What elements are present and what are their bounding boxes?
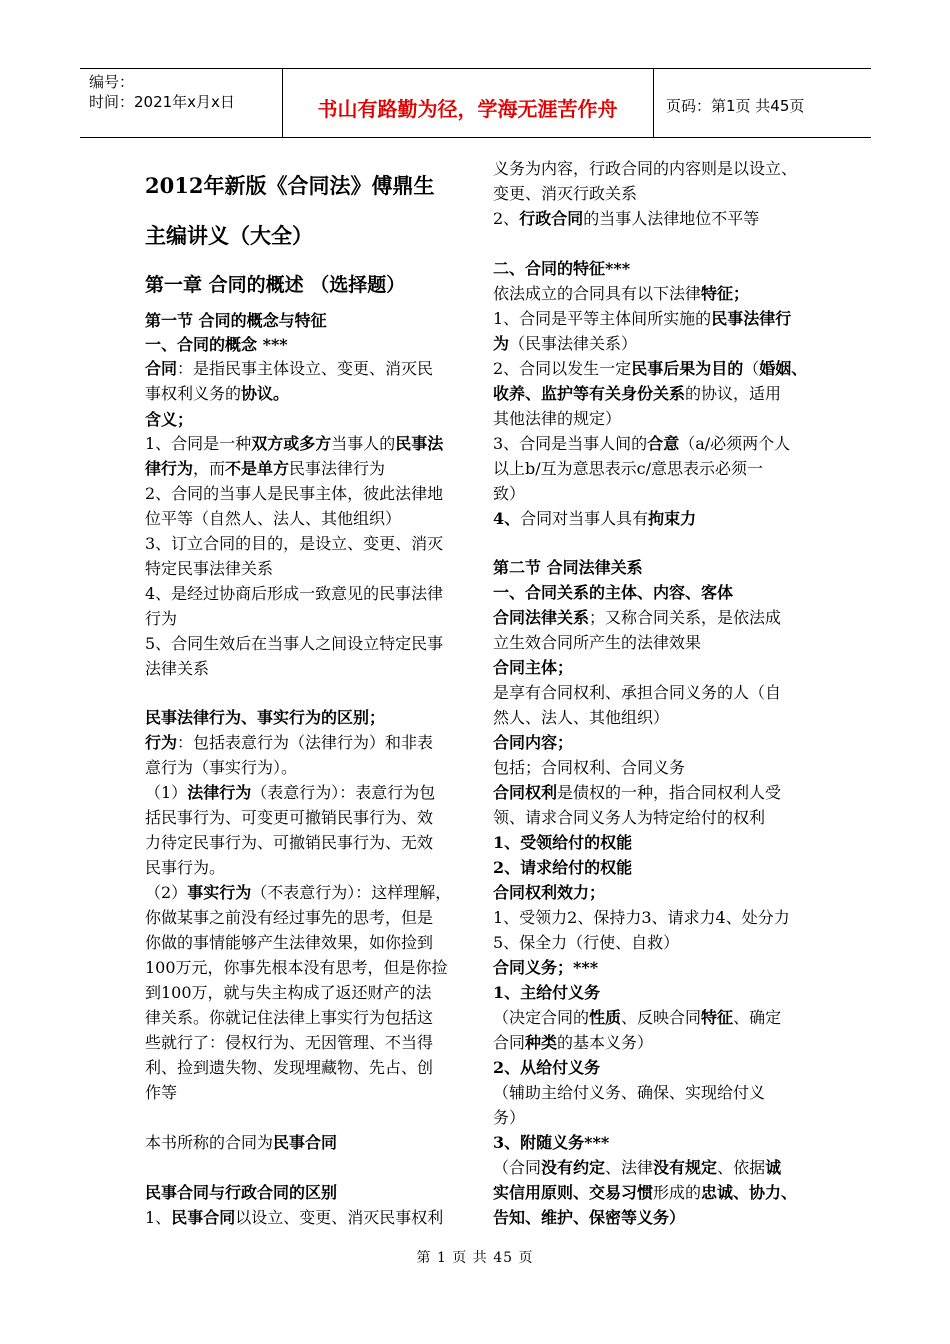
text-line — [493, 459, 763, 479]
text-run: 合同 — [493, 1033, 526, 1052]
text-run: 以上b/互为意思表示c/意思表示必须一 — [493, 459, 763, 478]
text-line — [493, 184, 637, 204]
text-run: 其他法律的规定） — [493, 409, 622, 428]
text-line — [145, 908, 433, 928]
text-line — [145, 708, 385, 728]
text-line — [145, 733, 433, 753]
text-run: （ — [743, 359, 760, 378]
text-line — [145, 559, 273, 579]
text-line — [493, 309, 791, 329]
text-line — [145, 172, 434, 200]
text-line — [145, 659, 209, 679]
text-line — [493, 908, 790, 928]
text-run: 协议。 — [241, 384, 290, 403]
text-run: 律关系。你就记住法律上事实行为包括这 — [145, 1008, 434, 1027]
text-run: 些就行了：侵权行为、无因管理、不当得 — [145, 1033, 434, 1052]
text-run: 作等 — [145, 1083, 178, 1102]
left-column — [145, 0, 475, 1240]
text-run: 的基本义务） — [557, 1033, 654, 1052]
text-run: 一、合同的概念 *** — [145, 335, 288, 354]
text-run: 事权利义务的 — [145, 384, 242, 403]
text-line — [145, 509, 401, 529]
text-run: ：是指民事主体设立、变更、消灭民 — [177, 359, 434, 378]
text-run: 民事法 — [395, 434, 444, 453]
text-run: 义务为内容，行政合同的内容则是以设立、 — [493, 159, 798, 178]
text-run: 行为 — [145, 733, 178, 752]
text-run: （辅助主给付义务、确保、实现给付义 — [493, 1083, 766, 1102]
text-run: 1、合同是一种 — [145, 434, 252, 453]
text-run: 没有规定 — [653, 1158, 718, 1177]
document-number-label: 编号： — [89, 73, 135, 91]
text-run: 合同义务；*** — [493, 958, 599, 977]
text-run: 第二节 合同法律关系 — [493, 558, 643, 577]
text-run: 第一章 合同的概述 （选择题） — [145, 274, 406, 296]
text-line — [493, 858, 632, 878]
text-line — [145, 311, 327, 331]
text-run: 行政合同 — [519, 209, 584, 228]
text-run: 1、合同是平等主体间所实施的 — [493, 309, 712, 328]
page-info: 页码：第1页 共45页 — [666, 97, 805, 115]
text-run: 1、受领力2、保持力3、请求力4、处分力 — [493, 908, 790, 927]
text-run: 2、合同以发生一定 — [493, 359, 632, 378]
text-run: （合同 — [493, 1158, 542, 1177]
text-line — [493, 509, 696, 529]
text-line — [493, 708, 669, 728]
text-line — [493, 1208, 685, 1228]
text-line — [145, 335, 288, 355]
text-line — [145, 434, 443, 454]
text-line — [493, 1158, 781, 1178]
text-run: ，而 — [193, 459, 226, 478]
text-line — [145, 534, 443, 554]
text-line — [145, 758, 297, 778]
text-run: 告知、维护、保密等义务） — [493, 1208, 686, 1227]
text-run: ；又称合同关系，是依法成 — [589, 608, 782, 627]
text-run: 合同权利 — [493, 783, 558, 802]
text-run: 5、保全力（行使、自救） — [493, 933, 680, 952]
text-run: 特征 — [701, 1008, 734, 1027]
text-run: 特征； — [701, 284, 750, 303]
text-line — [493, 1183, 797, 1203]
text-run: 依法成立的合同具有以下法律 — [493, 284, 702, 303]
text-run: 3、订立合同的目的，是设立、变更、消灭 — [145, 534, 444, 553]
text-run: 100万元，你事先根本没有思考，但是你捡 — [145, 958, 448, 977]
text-run: （不表意行为）：这样理解， — [251, 883, 452, 902]
text-line — [493, 833, 632, 853]
text-line — [493, 159, 797, 179]
text-run: 领、请求合同义务人为特定给付的权利 — [493, 808, 766, 827]
text-run: 事实行为 — [187, 883, 252, 902]
text-run: 民事法律行为、事实行为的区别； — [145, 708, 386, 727]
text-run: （决定合同的 — [493, 1008, 590, 1027]
text-run: 合同权利效力； — [493, 883, 606, 902]
text-run: 2、请求给付的权能 — [493, 858, 633, 877]
text-line — [145, 883, 451, 903]
text-line — [493, 733, 573, 753]
text-line — [493, 359, 807, 379]
text-run: 法律行为 — [187, 783, 252, 802]
text-run: 然人、法人、其他组织） — [493, 708, 670, 727]
text-line — [493, 958, 598, 978]
text-line — [493, 633, 701, 653]
text-run: 的当事人法律地位不平等 — [583, 209, 760, 228]
text-run: 实信用原则、交易习惯 — [493, 1183, 654, 1202]
text-run: 1、受领给付的权能 — [493, 833, 633, 852]
text-run: 收养、监护等有关身份关系 — [493, 384, 686, 403]
text-run: 法律关系 — [145, 659, 210, 678]
text-line — [493, 658, 573, 678]
text-line — [493, 683, 781, 703]
text-line — [145, 1133, 337, 1153]
text-run: 位平等（自然人、法人、其他组织） — [145, 509, 402, 528]
text-run: 1、 — [145, 1208, 172, 1227]
text-line — [493, 409, 621, 429]
text-run: 力待定民事行为、可撤销民事行为、无效 — [145, 833, 434, 852]
text-run: 合同内容； — [493, 733, 574, 752]
text-line — [145, 1033, 433, 1053]
text-run: 含义； — [145, 410, 194, 429]
text-run: 到100万，就与失主构成了返还财产的法 — [145, 983, 432, 1002]
text-line — [145, 783, 435, 803]
text-line — [493, 1033, 653, 1053]
text-run: 务） — [493, 1108, 526, 1127]
text-run: 、法律 — [605, 1158, 654, 1177]
text-run: 2、合同的当事人是民事主体，彼此法律地 — [145, 484, 444, 503]
text-run: 包括；合同权利、合同义务 — [493, 758, 686, 777]
text-run: 括民事行为、可变更可撤销民事行为、效 — [145, 808, 434, 827]
text-run: 民事法律行 — [711, 309, 792, 328]
text-line — [493, 1133, 609, 1153]
text-line — [493, 1058, 600, 1078]
text-run: 合同对当事人具有 — [520, 509, 649, 528]
text-run: 主编讲义（大全） — [145, 223, 313, 248]
text-line — [493, 259, 630, 279]
text-line — [493, 484, 525, 504]
text-line — [145, 1008, 433, 1028]
text-run: 行为 — [145, 609, 178, 628]
text-run: 致） — [493, 484, 526, 503]
text-line — [145, 584, 443, 604]
text-run: 合同 — [145, 359, 178, 378]
text-run: 合同法律关系 — [493, 608, 590, 627]
text-run: 性质 — [589, 1008, 622, 1027]
text-run: 种类 — [525, 1033, 558, 1052]
text-run: 4、 — [493, 509, 521, 528]
text-line — [493, 284, 749, 304]
text-line — [145, 1183, 337, 1203]
text-run: 3、附随义务*** — [493, 1133, 610, 1152]
text-run: 双方或多方 — [251, 434, 332, 453]
text-line — [493, 209, 759, 229]
text-run: 二、合同的特征*** — [493, 259, 631, 278]
text-line — [145, 933, 433, 953]
text-run: 2、 — [493, 209, 520, 228]
text-run: 忠诚、协力、 — [701, 1183, 798, 1202]
text-line — [493, 583, 733, 603]
page-footer: 第 1 页 共 45 页 — [416, 1250, 534, 1266]
text-run: 不是单方 — [225, 459, 290, 478]
text-line — [145, 459, 385, 479]
right-column — [493, 0, 823, 1240]
text-run: 利、捡到遗失物、发现埋藏物、先占、创 — [145, 1058, 434, 1077]
text-line — [145, 609, 177, 629]
text-run: 2012年新版《合同法》傅鼎生 — [145, 173, 435, 198]
text-line — [493, 983, 600, 1003]
text-run: 你做的事情能够产生法律效果，如你捡到 — [145, 933, 434, 952]
text-run: 拘束力 — [648, 509, 697, 528]
text-line — [493, 808, 765, 828]
text-line — [493, 783, 781, 803]
text-line — [145, 1083, 177, 1103]
text-run: 民事合同 — [171, 1208, 236, 1227]
text-run: 民事后果为目的 — [631, 359, 744, 378]
text-run: 是债权的一种，指合同权利人受 — [557, 783, 782, 802]
text-line — [493, 558, 643, 578]
text-run: 5、合同生效后在当事人之间设立特定民事 — [145, 634, 444, 653]
text-line — [145, 634, 443, 654]
text-line — [145, 808, 433, 828]
text-run: ：包括表意行为（法律行为）和非表 — [177, 733, 434, 752]
text-run: 民事合同与行政合同的区别 — [145, 1183, 338, 1202]
text-run: 意行为（事实行为）。 — [145, 758, 298, 777]
text-line — [493, 384, 781, 404]
text-run: 民事合同 — [273, 1133, 338, 1152]
text-run: （a/必须两个人 — [679, 434, 791, 453]
text-run: 婚姻、 — [759, 359, 808, 378]
text-line — [145, 858, 225, 878]
text-run: 合同主体； — [493, 658, 574, 677]
text-line — [145, 1058, 433, 1078]
text-line — [493, 883, 605, 903]
text-line — [145, 484, 443, 504]
text-line — [145, 833, 433, 853]
text-run: 本书所称的合同为 — [145, 1133, 274, 1152]
text-run: 民事行为。 — [145, 858, 226, 877]
text-run: 第一节 合同的概念与特征 — [145, 311, 327, 330]
document-time-label: 时间：2021年x月x日 — [89, 93, 235, 111]
text-run: 2、从给付义务 — [493, 1058, 601, 1077]
text-run: 你做某事之前没有经过事先的思考，但是 — [145, 908, 434, 927]
text-run: （表意行为）：表意行为包 — [251, 783, 436, 802]
text-run: 诚 — [765, 1158, 782, 1177]
text-run: 以设立、变更、消灭民事权利 — [235, 1208, 444, 1227]
text-run: 3、合同是当事人间的 — [493, 434, 648, 453]
text-line — [493, 1008, 781, 1028]
text-run: （1） — [145, 783, 188, 802]
text-run: （2） — [145, 883, 188, 902]
text-run: 律行为 — [145, 459, 194, 478]
text-line — [145, 384, 289, 404]
text-line — [493, 1108, 525, 1128]
text-run: 合意 — [647, 434, 680, 453]
text-line — [145, 983, 432, 1003]
text-line — [145, 410, 193, 430]
text-run: 4、是经过协商后形成一致意见的民事法律 — [145, 584, 444, 603]
text-run: 的协议，适用 — [685, 384, 782, 403]
text-line — [145, 1208, 443, 1228]
text-line — [493, 434, 790, 454]
text-line — [493, 608, 781, 628]
text-run: 1、主给付义务 — [493, 983, 601, 1002]
text-run: 一、合同关系的主体、内容、客体 — [493, 583, 734, 602]
text-line — [145, 359, 433, 379]
text-run: 没有约定 — [541, 1158, 606, 1177]
text-line — [145, 272, 405, 298]
text-run: 变更、消灭行政关系 — [493, 184, 638, 203]
text-line — [493, 1083, 765, 1103]
text-run: 、确定 — [733, 1008, 782, 1027]
text-line — [493, 933, 679, 953]
text-run: 特定民事法律关系 — [145, 559, 274, 578]
text-run: 形成的 — [653, 1183, 702, 1202]
text-run: 是享有合同权利、承担合同义务的人（自 — [493, 683, 782, 702]
text-run: 为 — [493, 334, 510, 353]
text-run: 、反映合同 — [621, 1008, 702, 1027]
text-run: 民事法律行为 — [289, 459, 386, 478]
text-line — [145, 958, 448, 978]
motto-text: 书山有路勤为径，学海无涯苦作舟 — [317, 97, 618, 121]
text-run: （民事法律关系） — [509, 334, 638, 353]
text-line — [493, 758, 685, 778]
text-run: 当事人的 — [331, 434, 396, 453]
text-line — [493, 334, 637, 354]
text-line — [145, 222, 313, 250]
text-run: 、依据 — [717, 1158, 766, 1177]
text-run: 立生效合同所产生的法律效果 — [493, 633, 702, 652]
